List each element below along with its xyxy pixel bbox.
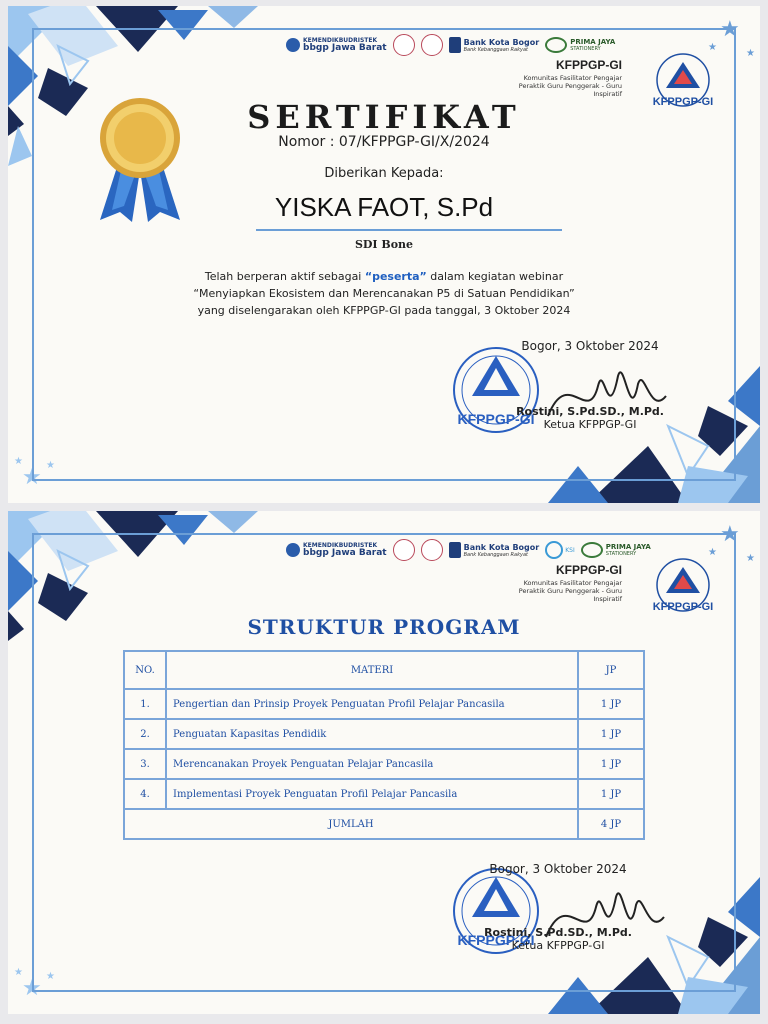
partner-seal-logo	[393, 539, 415, 561]
section-title: STRUKTUR PROGRAM	[247, 615, 521, 639]
row-jp: 1 JP	[578, 719, 644, 749]
program-table	[123, 650, 645, 840]
signer-name: Rostini, S.Pd.SD., M.Pd.	[516, 405, 664, 418]
svg-text:★: ★	[22, 465, 42, 490]
organizer-block	[506, 557, 726, 617]
signature-block	[484, 862, 632, 952]
svg-text:★: ★	[720, 522, 740, 547]
svg-text:★: ★	[46, 460, 55, 471]
table-total-row	[124, 809, 644, 839]
row-materi: Implementasi Proyek Penguatan Profil Pelajar Pancasila	[166, 779, 578, 809]
column-header: JP	[578, 651, 644, 689]
name-underline	[256, 229, 562, 231]
partner-emblem-logo	[421, 34, 443, 56]
signer-name: Rostini, S.Pd.SD., M.Pd.	[484, 926, 632, 939]
svg-text:★: ★	[720, 17, 740, 42]
certificate-number: Nomor : 07/KFPPGP-GI/X/2024	[278, 134, 490, 150]
given-to-label: Diberikan Kepada:	[324, 166, 444, 181]
bank-kota-bogor-logo: Bank Kota Bogor Bank Kebanggaan Rakyat	[449, 37, 540, 53]
table-row	[124, 719, 644, 749]
table-header-row	[124, 651, 644, 689]
prima-jaya-logo: PRIMA JAYA STATIONERY	[581, 542, 651, 558]
svg-text:★: ★	[746, 553, 755, 564]
role-highlight: “peserta”	[364, 270, 427, 283]
ksi-logo: KSI	[545, 541, 575, 559]
kemendikbud-logo: KEMENDIKBUDRISTEK bbgp Jawa Barat	[286, 37, 387, 53]
row-materi: Pengertian dan Prinsip Proyek Penguatan Profil Pelajar Pancasila	[166, 689, 578, 719]
svg-text:★: ★	[708, 42, 717, 53]
partner-emblem-logo	[421, 539, 443, 561]
row-jp: 1 JP	[578, 779, 644, 809]
total-value: 4 JP	[578, 809, 644, 839]
svg-text:★: ★	[746, 48, 755, 59]
svg-text:★: ★	[46, 971, 55, 982]
svg-text:KFPPGP-GI: KFPPGP-GI	[457, 932, 535, 948]
row-number: 4.	[124, 779, 166, 809]
row-materi: Penguatan Kapasitas Pendidik	[166, 719, 578, 749]
row-number: 1.	[124, 689, 166, 719]
certificate-page	[8, 6, 760, 503]
row-jp: 1 JP	[578, 689, 644, 719]
certificate-title: SERTIFIKAT	[247, 98, 521, 136]
program-structure-page	[8, 511, 760, 1014]
svg-text:★: ★	[14, 967, 23, 978]
certificate-body: Telah berperan aktif sebagai “peserta” dalam kegiatan webinar “Menyiapkan Ekosistem dan Merencanakan P5 di Satuan Pendidikan” yang diselengarakan oleh KFPPGP-GI pada tanggal, 3 Oktober 2024	[193, 270, 575, 317]
signer-role: Ketua KFPPGP-GI	[543, 418, 637, 431]
signature-block	[516, 339, 664, 431]
signer-role: Ketua KFPPGP-GI	[511, 939, 605, 952]
svg-text:KFPPGP-GI: KFPPGP-GI	[457, 411, 535, 427]
svg-text:★: ★	[22, 976, 42, 1001]
table-row	[124, 689, 644, 719]
row-jp: 1 JP	[578, 749, 644, 779]
kfppgp-logo: KFPPGP-GI	[640, 52, 726, 112]
table-row	[124, 779, 644, 809]
svg-text:★: ★	[708, 547, 717, 558]
prima-jaya-logo: PRIMA JAYA STATIONERY	[545, 37, 615, 53]
row-number: 3.	[124, 749, 166, 779]
signature-date: Bogor, 3 Oktober 2024	[521, 339, 659, 353]
column-header: NO.	[124, 651, 166, 689]
organizer-subtitle: Komunitas Fasilitator Pengajar Peraktik Guru Penggerak - Guru Inspiratif	[518, 74, 622, 98]
organizer-title: KFPPGP-GI	[555, 563, 622, 577]
svg-text:★: ★	[14, 456, 23, 467]
recipient-name: YISKA FAOT, S.Pd	[274, 192, 494, 222]
organizer-subtitle: Komunitas Fasilitator Pengajar Peraktik Guru Penggerak - Guru Inspiratif	[518, 579, 622, 603]
signature-date: Bogor, 3 Oktober 2024	[489, 862, 627, 876]
bank-kota-bogor-logo: Bank Kota Bogor Bank Kebanggaan Rakyat	[449, 542, 540, 558]
row-number: 2.	[124, 719, 166, 749]
table-row	[124, 749, 644, 779]
recipient-school: SDI Bone	[354, 238, 414, 251]
column-header: MATERI	[166, 651, 578, 689]
row-materi: Merencanakan Proyek Penguatan Pelajar Pancasila	[166, 749, 578, 779]
total-label: JUMLAH	[124, 809, 578, 839]
organizer-title: KFPPGP-GI	[555, 58, 622, 72]
kemendikbud-logo: KEMENDIKBUDRISTEK bbgp Jawa Barat	[286, 542, 387, 558]
partner-seal-logo	[393, 34, 415, 56]
kfppgp-logo: KFPPGP-GI	[640, 557, 726, 617]
